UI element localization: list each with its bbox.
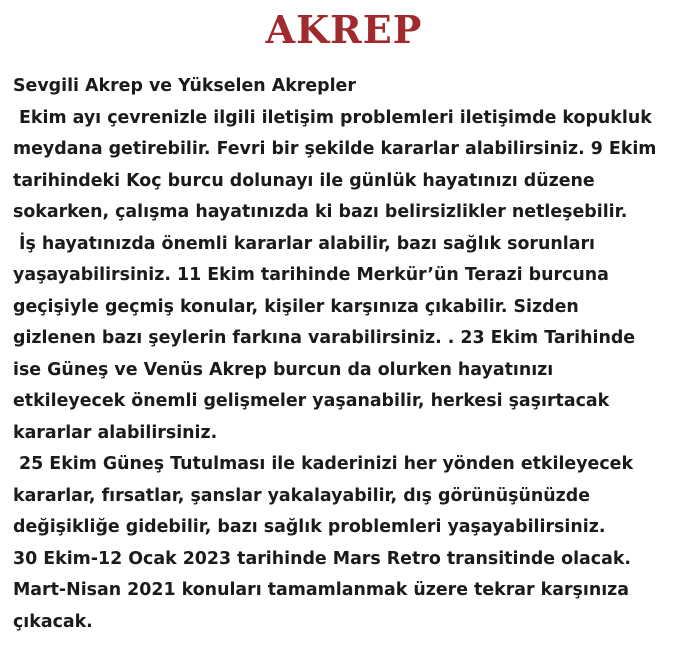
page-title: AKREP bbox=[265, 7, 423, 52]
text-line: 25 Ekim Güneş Tutulması ile kaderinizi her yönden etkileyecek bbox=[13, 454, 634, 474]
text-line: ise Güneş ve Venüs Akrep burcun da olurken hayatınızı bbox=[13, 359, 554, 380]
text-line: yaşayabilirsiniz. 11 Ekim tarihinde Merkür’ün Terazi burcuna bbox=[13, 265, 609, 285]
text-line: etkileyecek önemli gelişmeler yaşanabilir, herkesi şaşırtacak bbox=[13, 391, 610, 411]
horoscope-text bbox=[13, 71, 678, 638]
text-line: tarihindeki Koç burcu dolunayı ile günlük hayatınızı düzene bbox=[13, 170, 595, 191]
text-line: 30 Ekim-12 Ocak 2023 tarihinde Mars Retro transitinde olacak. bbox=[13, 548, 631, 569]
text-line: değişikliğe gidebilir, bazı sağlık problemleri yaşayabilirsiniz. bbox=[13, 517, 606, 537]
text-line: sokarken, çalışma hayatınızda ki bazı belirsizlikler netleşebilir. bbox=[13, 202, 628, 222]
text-line: İş hayatınızda önemli kararlar alabilir, bazı sağlık sorunları bbox=[13, 233, 596, 254]
text-line: çıkacak. bbox=[13, 611, 93, 632]
greeting-line: Sevgili Akrep ve Yükselen Akrepler bbox=[13, 76, 356, 96]
text-line: Mart-Nisan 2021 konuları tamamlanmak üzere tekrar karşınıza bbox=[13, 580, 630, 600]
text-line: kararlar alabilirsiniz. bbox=[13, 422, 218, 443]
text-line: geçişiyle geçmiş konular, kişiler karşınıza çıkabilir. Sizden bbox=[13, 296, 579, 317]
text-line: meydana getirebilir. Fevri bir şekilde kararlar alabilirsiniz. 9 Ekim bbox=[13, 139, 657, 159]
text-line: gizlenen bazı şeylerin farkına varabilirsiniz. . 23 Ekim Tarihinde bbox=[13, 328, 636, 348]
text-line: Ekim ayı çevrenizle ilgili iletişim problemleri iletişimde kopukluk bbox=[13, 107, 652, 128]
text-line: kararlar, fırsatlar, şanslar yakalayabilir, dış görünüşünüzde bbox=[13, 485, 590, 506]
